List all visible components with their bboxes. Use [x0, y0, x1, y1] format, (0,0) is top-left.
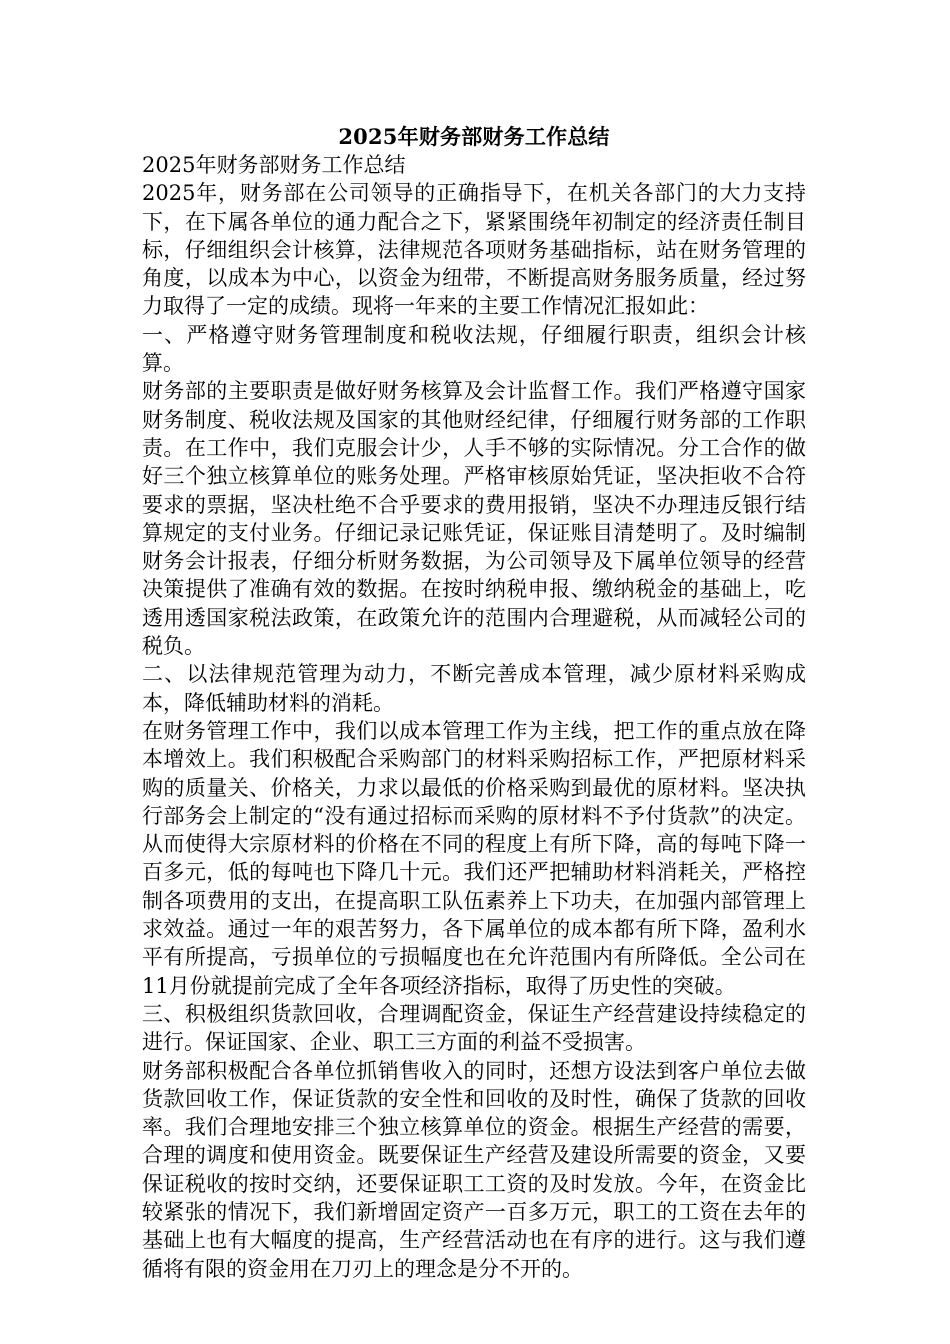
document-page [142, 123, 806, 1283]
paragraph-section-1: 财务部的主要职责是做好财务核算及会计监督工作。我们严格遵守国家财务制度、税收法规及国家的其他财经纪律，仔细履行财务部的工作职责。在工作中，我们克服会计少，人手不够的实际情况。分工合作的做好三个独立核算单位的账务处理。严格审核原始凭证，坚决拒收不合符要求的票据，坚决杜绝不合乎要求的费用报销，坚决不办理违反银行结算规定的支付业务。仔细记录记账凭证，保证账目清楚明了。及时编制财务会计报表，仔细分析财务数据，为公司领导及下属单位领导的经营决策提供了准确有效的数据。在按时纳税申报、缴纳税金的基础上，吃透用透国家税法政策，在政策允许的范围内合理避税，从而减轻公司的税负。 [142, 379, 806, 659]
paragraph-section-3: 财务部积极配合各单位抓销售收入的同时，还想方设法到客户单位去做货款回收工作，保证货款的安全性和回收的及时性，确保了货款的回收率。我们合理地安排三个独立核算单位的资金。根据生产经营的需要，合理的调度和使用资金。既要保证生产经营及建设所需要的资金，又要保证税收的按时交纳，还要保证职工工资的及时发放。今年，在资金比较紧张的情况下，我们新增固定资产一百多万元，职工的工资在去年的基础上也有大幅度的提高，生产经营活动也在有序的进行。这与我们遵循将有限的资金用在刀刃上的理念是分不开的。 [142, 1058, 806, 1281]
paragraph-intro: 2025年，财务部在公司领导的正确指导下，在机关各部门的大力支持下，在下属各单位的通力配合之下，紧紧围绕年初制定的经济责任制目标，仔细组织会计核算，法律规范各项财务基础指标，站在财务管理的角度，以成本为中心，以资金为纽带，不断提高财务服务质量，经过努力取得了一定的成绩。现将一年来的主要工作情况汇报如此： [142, 181, 806, 319]
section-heading-1: 一、严格遵守财务管理制度和税收法规，仔细履行职责，组织会计核算。 [142, 322, 806, 376]
section-heading-3: 三、积极组织货款回收，合理调配资金，保证生产经营建设持续稳定的进行。保证国家、企业、职工三方面的利益不受损害。 [142, 1001, 806, 1055]
paragraph-subtitle: 2025年财务部财务工作总结 [142, 153, 406, 177]
document-title: 2025年财务部财务工作总结 [338, 124, 610, 149]
paragraph-section-2: 在财务管理工作中，我们以成本管理工作为主线，把工作的重点放在降本增效上。我们积极配合采购部门的材料采购招标工作，严把原材料采购的质量关、价格关，力求以最低的价格采购到最优的原材料。坚决执行部务会上制定的“没有通过招标而采购的原材料不予付货款”的决定。从而使得大宗原材料的价格在不同的程度上有所下降，高的每吨下降一百多元，低的每吨也下降几十元。我们还严把辅助材料消耗关，严格控制各项费用的支出，在提高职工队伍素养上下功夫，在加强内部管理上求效益。通过一年的艰苦努力，各下属单位的成本都有所下降，盈利水平有所提高，亏损单位的亏损幅度也在允许范围内有所降低。全公司在11月份就提前完成了全年各项经济指标，取得了历史性的突破。 [142, 718, 806, 998]
section-heading-2: 二、以法律规范管理为动力，不断完善成本管理，减少原材料采购成本，降低辅助材料的消耗。 [142, 662, 806, 715]
